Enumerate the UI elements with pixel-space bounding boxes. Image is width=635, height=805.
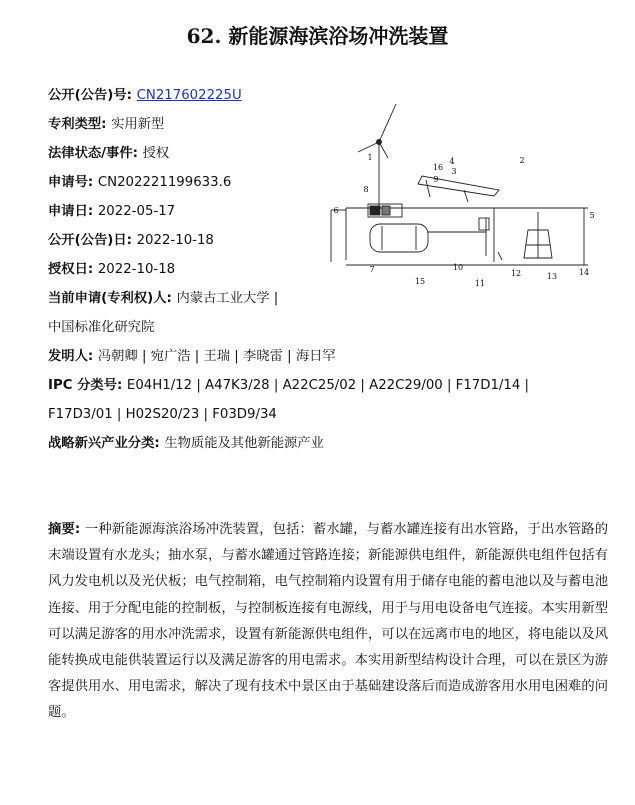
part-label-16: 16 xyxy=(432,163,444,172)
field-label: 发明人: xyxy=(48,349,98,364)
publication-number-link[interactable]: CN217602225U xyxy=(136,88,242,103)
field-application-date xyxy=(48,203,175,221)
field-value: 2022-05-17 xyxy=(97,204,176,219)
field-value: E04H1/12 | A47K3/28 | A22C25/02 | A22C29/00 | F17D1/14 | xyxy=(126,378,530,393)
field-patent-type xyxy=(48,116,164,134)
field-label: 法律状态/事件: xyxy=(48,146,143,161)
part-label-2: 2 xyxy=(519,156,525,165)
part-label-4: 4 xyxy=(449,157,455,166)
field-label: 申请号: xyxy=(48,175,98,190)
field-applicant-continued xyxy=(48,319,154,337)
field-value: 内蒙古工业大学 | xyxy=(176,291,279,306)
field-industry xyxy=(48,435,324,453)
part-label-7: 7 xyxy=(369,265,375,274)
field-publication-number xyxy=(48,87,242,105)
part-label-8: 8 xyxy=(363,185,369,194)
field-label: 申请日: xyxy=(48,204,98,219)
part-label-5: 5 xyxy=(589,211,595,220)
part-label-15: 15 xyxy=(414,277,426,286)
field-value: 冯朝卿 | 宛广浩 | 王瑞 | 李晓雷 | 海日罕 xyxy=(97,349,336,364)
field-value: 授权 xyxy=(142,146,170,161)
field-applicant xyxy=(48,290,278,308)
field-label: 战略新兴产业分类: xyxy=(48,436,165,451)
field-application-number xyxy=(48,174,231,192)
part-label-11: 11 xyxy=(474,279,486,288)
part-label-12: 12 xyxy=(510,269,522,278)
field-label: 专利类型: xyxy=(48,117,112,132)
figure-part-labels xyxy=(333,153,594,288)
field-label: 公开(公告)日: xyxy=(48,233,137,248)
part-label-3: 3 xyxy=(451,167,457,176)
field-ipc-continued xyxy=(48,406,277,424)
part-label-9: 9 xyxy=(433,175,439,184)
field-grant-date xyxy=(48,261,175,279)
field-value: 生物质能及其他新能源产业 xyxy=(164,436,324,451)
abstract-label: 摘要: xyxy=(48,522,85,537)
field-value: 实用新型 xyxy=(111,117,165,132)
abstract-text: 一种新能源海滨浴场冲洗装置，包括：蓄水罐，与蓄水罐连接有出水管路，于出水管路的末端设置有水龙头；抽水泵，与蓄水罐通过管路连接；新能源供电组件，新能源供电组件包括有风力发电机以及光伏板；电气控制箱，电气控制箱内设置有用于储存电能的蓄电池以及与蓄电池连接、用于分配电能的控制板，与控制板连接有电源线，用于与用电设备电气连接。本实用新型可以满足游客的用水冲洗需求，设置有新能源供电组件，可以在远离市电的地区，将电能以及风能转换成电能供装置运行以及满足游客的用电需求。本实用新型结构设计合理，可以在景区为游客提供用水、用电需求，解决了现有技术中景区由于基础建设落后而造成游客用水用电困难的问题。 xyxy=(48,522,609,721)
field-label: IPC 分类号: xyxy=(48,378,127,393)
document-title: 62. 新能源海滨浴场冲洗装置 xyxy=(186,24,449,48)
part-label-14: 14 xyxy=(578,268,590,277)
field-value: F17D3/01 | H02S20/23 | F03D9/34 xyxy=(48,407,277,422)
field-label: 授权日: xyxy=(48,262,98,277)
field-value: CN202221199633.6 xyxy=(97,175,232,190)
patent-drawing xyxy=(326,100,606,296)
part-label-10: 10 xyxy=(452,263,464,272)
part-label-13: 13 xyxy=(546,272,558,281)
field-label: 当前申请(专利权)人: xyxy=(48,291,177,306)
abstract xyxy=(48,517,608,727)
field-inventors xyxy=(48,348,336,366)
field-value: 2022-10-18 xyxy=(97,262,176,277)
field-ipc xyxy=(48,377,529,395)
field-label: 公开(公告)号: xyxy=(48,88,137,103)
field-legal-status xyxy=(48,145,169,163)
part-label-6: 6 xyxy=(333,206,339,215)
field-value: 中国标准化研究院 xyxy=(48,320,155,335)
field-value: 2022-10-18 xyxy=(136,233,214,248)
part-label-1: 1 xyxy=(367,153,373,162)
field-publication-date xyxy=(48,232,214,250)
